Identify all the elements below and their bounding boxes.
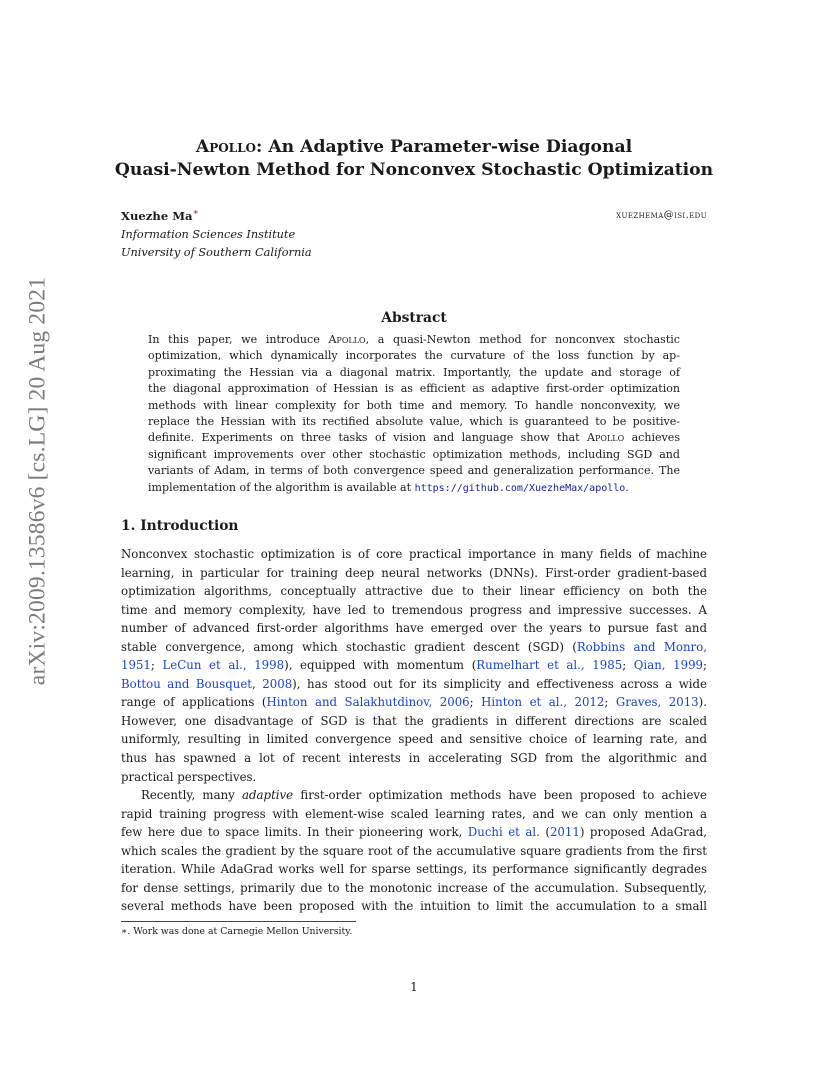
citation-separator: ; bbox=[150, 658, 163, 673]
citation-separator: ; bbox=[469, 695, 482, 710]
body-line: for dense settings, primarily due to the monotonic increase of the accumulation. Subsequently, bbox=[121, 880, 707, 895]
page-number: 1 bbox=[410, 980, 418, 994]
footnote: ∗. Work was done at Carnegie Mellon University. bbox=[121, 926, 353, 937]
citation-separator: ; bbox=[604, 695, 616, 710]
abstract-heading: Abstract bbox=[381, 310, 447, 326]
footnote-rule bbox=[121, 921, 356, 922]
body-line: iteration. While AdaGrad works well for sparse settings, its performance significantly degrades bbox=[121, 862, 707, 877]
body-line: which scales the gradient by the square root of the accumulative square gradients from the first bbox=[121, 843, 707, 858]
body-line: several methods have been proposed with the intuition to limit the accumulation to a small bbox=[121, 899, 707, 914]
citation-separator: ; bbox=[622, 658, 634, 673]
citation-link[interactable]: Graves, 2013 bbox=[615, 695, 699, 710]
abstract-last-line-prefix: implementation of the algorithm is available at bbox=[148, 480, 415, 494]
affiliation-2: University of Southern California bbox=[121, 246, 312, 259]
body-line: However, one disadvantage of SGD is that the gradients in different directions are scaled bbox=[121, 713, 707, 728]
citation-separator: , bbox=[252, 676, 263, 691]
repo-link[interactable]: https://github.com/XuezheMax/apollo bbox=[414, 482, 626, 494]
author-email: xuezhema@isi.edu bbox=[616, 210, 707, 221]
citation-separator: ; bbox=[703, 658, 708, 673]
affiliation-1: Information Sciences Institute bbox=[121, 228, 296, 241]
body-line-6-text: stable convergence, among which stochastic gradient descent (SGD) ( bbox=[121, 639, 577, 654]
abstract-body bbox=[148, 332, 680, 497]
body-line-6 bbox=[121, 638, 707, 657]
body-line-9-end: ). bbox=[698, 695, 707, 710]
body-line: time and memory complexity, have led to tremendous progress and impressive successes. A bbox=[121, 602, 707, 617]
arxiv-stamp bbox=[18, 276, 58, 686]
abstract-line: optimization, which dynamically incorporates the curvature of the loss function by ap- bbox=[148, 349, 680, 363]
body-line-9 bbox=[121, 693, 707, 712]
author-name-text: Xuezhe Ma bbox=[121, 208, 193, 223]
abstract-line: significant improvements over other stochastic optimization methods, including SGD and bbox=[148, 447, 680, 461]
title-apollo: Apollo bbox=[195, 137, 256, 157]
body-line: learning, in particular for training deep neural networks (DNNs). First-order gradient-based bbox=[121, 565, 707, 580]
para2-emphasis: adaptive bbox=[242, 788, 294, 803]
abstract-line: variants of Adam, in terms of both convergence speed and generalization performance. The bbox=[148, 464, 680, 478]
citation-link[interactable]: Bottou and Bousquet bbox=[121, 676, 252, 691]
para2-line-1-post: first-order optimization methods have been proposed to achieve bbox=[293, 788, 707, 803]
abstract-last-line bbox=[148, 480, 680, 497]
abstract-line: In this paper, we introduce Apollo, a quasi-Newton method for nonconvex stochastic bbox=[148, 333, 680, 346]
arxiv-stamp-text: arXiv:2009.13586v6 [cs.LG] 20 Aug 2021 bbox=[24, 276, 51, 686]
body-line: number of advanced first-order algorithms have emerged over the years to pursue fast and bbox=[121, 621, 707, 636]
abstract-line: methods with linear complexity for both time and memory. To handle nonconvexity, we bbox=[148, 398, 680, 412]
citation-link[interactable]: 2008 bbox=[262, 676, 293, 691]
body-line-7 bbox=[121, 656, 707, 675]
body-line: Nonconvex stochastic optimization is of core practical importance in many fields of machine bbox=[121, 547, 707, 561]
apollo-name: Apollo bbox=[328, 333, 366, 346]
citation-link[interactable]: Qian, 1999 bbox=[633, 658, 704, 673]
citation-link[interactable]: LeCun et al., 1998 bbox=[162, 658, 285, 673]
author-name bbox=[121, 208, 199, 223]
para2-line-1-pre: Recently, many bbox=[141, 788, 243, 803]
citation-link[interactable]: Robbins and Monro, bbox=[576, 639, 707, 654]
abstract-line: proximating the Hessian via a diagonal matrix. Importantly, the update and storage of bbox=[148, 365, 680, 379]
para2-line-3-pre: few here due to space limits. In their pioneering work, bbox=[121, 825, 468, 840]
citation-link[interactable]: 1951 bbox=[121, 658, 151, 673]
paper-title-line-2: Quasi-Newton Method for Nonconvex Stochastic Optimization bbox=[114, 160, 714, 180]
abstract-line: replace the Hessian with its rectified absolute value, which is guaranteed to be positive- bbox=[148, 415, 680, 429]
body-line: uniformly, resulting in limited convergence speed and sensitive choice of learning rate, and bbox=[121, 732, 707, 747]
citation-link[interactable]: Hinton et al., 2012 bbox=[481, 695, 605, 710]
author-footnote-mark[interactable]: ∗ bbox=[192, 208, 199, 218]
body-line-8 bbox=[121, 675, 707, 694]
apollo-name: Apollo bbox=[587, 431, 625, 445]
body-line: rapid training progress with element-wise scaled learning rates, and we can only mention a bbox=[121, 806, 707, 821]
body-line-8-text: ), has stood out for its simplicity and effectiveness across a wide bbox=[292, 676, 707, 691]
body-line: practical perspectives. bbox=[121, 769, 257, 784]
citation-link[interactable]: Rumelhart et al., 1985 bbox=[476, 658, 623, 673]
para2-line-3-mid: ( bbox=[539, 825, 550, 840]
para2-line-3-post: ) proposed AdaGrad, bbox=[579, 825, 707, 840]
paper-title-line-1 bbox=[100, 137, 728, 157]
body-line: thus has spawned a lot of recent interests in accelerating SGD from the algorithmic and bbox=[121, 751, 707, 766]
abstract-line: definite. Experiments on three tasks of vision and language show that Apollo achieves bbox=[148, 431, 681, 445]
citation-link[interactable]: Duchi et al. bbox=[467, 825, 540, 840]
abstract-line: the diagonal approximation of Hessian is as efficient as adaptive first-order optimization bbox=[148, 382, 680, 396]
citation-link[interactable]: 2011 bbox=[549, 825, 580, 840]
para2-line-3 bbox=[121, 823, 707, 842]
para2-line-1 bbox=[121, 786, 707, 805]
body-line: optimization algorithms, conceptually attractive due to their linear efficiency on both the bbox=[121, 584, 707, 599]
title-line-1-rest: : An Adaptive Parameter-wise Diagonal bbox=[256, 137, 633, 157]
abstract-last-line-suffix: . bbox=[625, 480, 629, 494]
introduction-body bbox=[121, 545, 707, 916]
citation-link[interactable]: Hinton and Salakhutdinov, 2006 bbox=[266, 695, 470, 710]
body-line-9-text: range of applications ( bbox=[121, 695, 267, 710]
section-heading-introduction: 1. Introduction bbox=[121, 518, 239, 534]
body-line-7-text: ), equipped with momentum ( bbox=[284, 658, 477, 673]
